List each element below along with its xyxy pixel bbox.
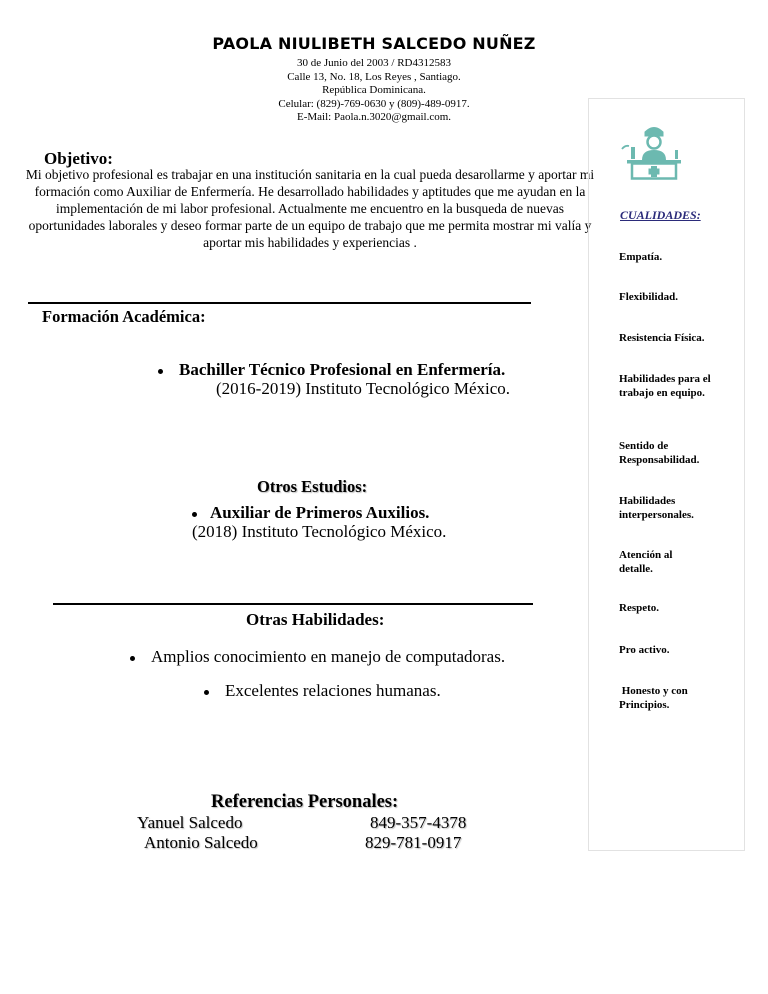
quality-item: Atención al detalle. [619, 549, 673, 575]
quality-item: Respeto. [619, 602, 660, 614]
skill-text: Amplios conocimiento en manejo de computadoras. [151, 647, 506, 666]
quality-item: Resistencia Física. [619, 332, 705, 344]
address-line: Calle 13, No. 18, Los Reyes , Santiago. [287, 70, 461, 83]
quality-item: Sentido de Responsabilidad. [619, 440, 700, 466]
nurse-desk-icon [615, 122, 693, 182]
bullet-icon [192, 512, 197, 517]
quality-item: Pro activo. [619, 644, 670, 656]
bullet-icon [130, 656, 135, 661]
other-studies-item [192, 503, 429, 523]
quality-item: Flexibilidad. [619, 291, 678, 303]
birth-id-line: 30 de Junio del 2003 / RD4312583 [297, 57, 451, 69]
phone-line: Celular: (829)-769-0630 y (809)-489-0917. [278, 97, 470, 110]
bullet-icon [158, 369, 163, 374]
degree-detail: (2016-2019) Instituto Tecnológico México. [216, 379, 511, 398]
quality-text: Honesto y con Principios. [619, 685, 688, 711]
skills-heading: Otras Habilidades: [246, 610, 385, 629]
reference-phone: 829-781-0917 [365, 833, 462, 852]
quality-item: Empatía. [619, 251, 663, 263]
skill-text: Excelentes relaciones humanas. [225, 681, 441, 700]
course-title: Auxiliar de Primeros Auxilios. [210, 503, 430, 522]
objective-heading: Objetivo: [44, 149, 113, 168]
skill-item [204, 681, 441, 701]
quality-item: Habilidades para el trabajo en equipo. [619, 373, 711, 399]
email-line: E-Mail: Paola.n.3020@gmail.com. [296, 111, 452, 123]
course-detail: (2018) Instituto Tecnológico México. [192, 522, 447, 541]
reference-phone: 849-357-4378 [370, 813, 467, 832]
skill-item [130, 647, 505, 667]
degree-title: Bachiller Técnico Profesional en Enfermería. [179, 360, 506, 379]
quality-item [619, 685, 719, 712]
country-line: República Dominicana. [322, 84, 426, 96]
section-divider [28, 302, 531, 304]
section-divider [53, 603, 533, 605]
bullet-icon [204, 690, 209, 695]
references-heading: Referencias Personales: [211, 792, 399, 812]
qualities-heading: CUALIDADES: [620, 208, 701, 222]
education-heading: Formación Académica: [42, 307, 206, 326]
other-studies-heading: Otros Estudios: [257, 477, 368, 496]
reference-name: Yanuel Salcedo [137, 813, 243, 832]
quality-item: Habilidades interpersonales. [619, 495, 694, 521]
candidate-name: PAOLA NIULIBETH SALCEDO NUÑEZ [212, 34, 536, 53]
education-item [158, 360, 505, 380]
objective-text: Mi objetivo profesional es trabajar en una institución sanitaria en la cual pueda desarollarme y aportar mi formación como Auxiliar de Enfermería. He desarrollado habilidades y aptitudes que me ayudan en la implementación de mi labor profesional. Actualmente me encuentro en la busqueda de nuevas oportunidades laborales y deseo formar parte de un equipo de trabajo que me permita mostrar mi valía y aportar mis habilidades y experiencias . [25, 167, 595, 250]
reference-name: Antonio Salcedo [144, 833, 258, 852]
